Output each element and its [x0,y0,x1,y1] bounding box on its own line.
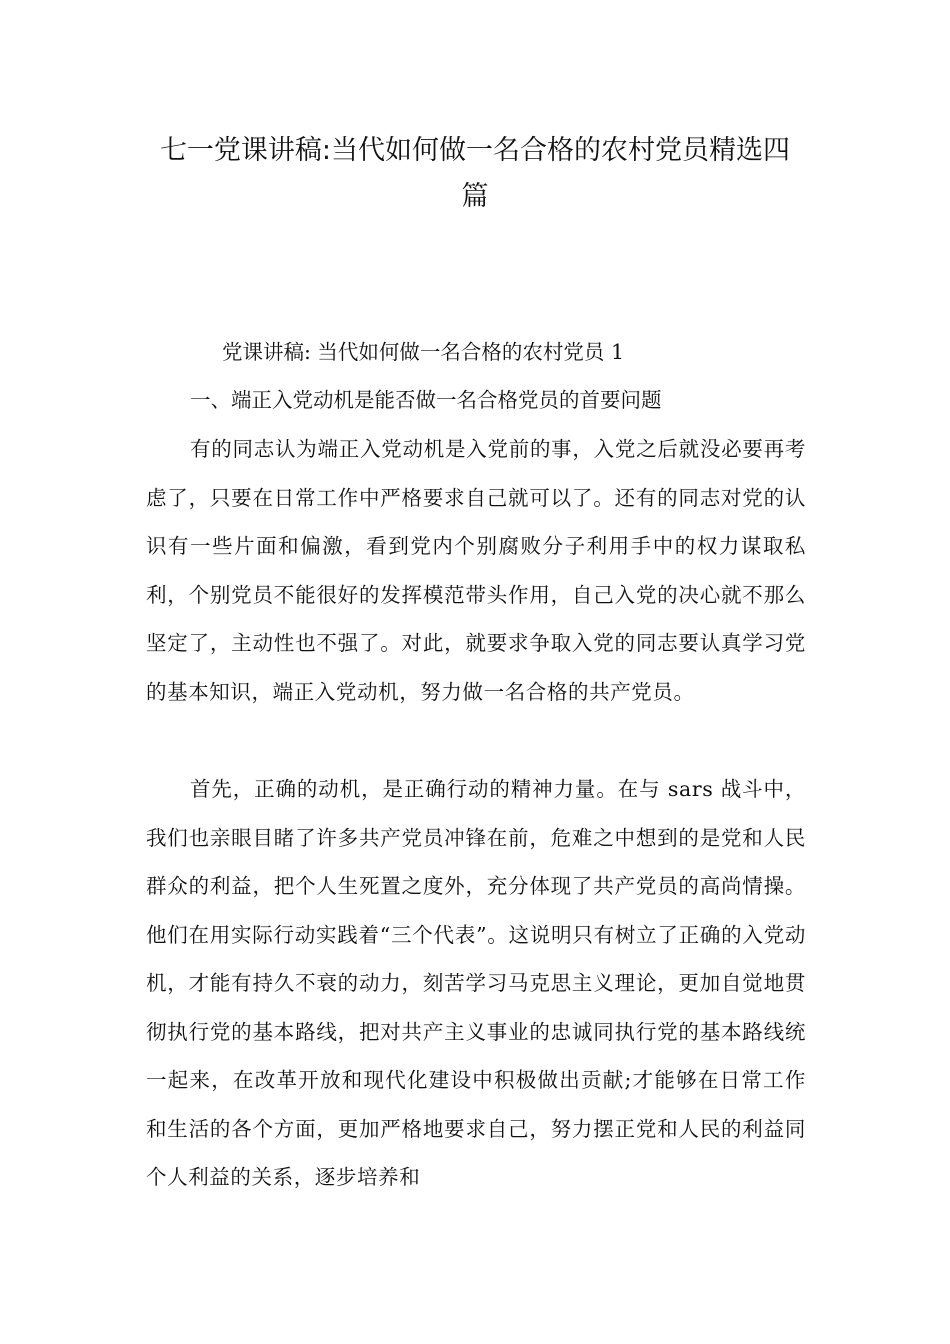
body-paragraph: 首先，正确的动机，是正确行动的精神力量。在与 sars 战斗中，我们也亲眼目睹了许多共产党员冲锋在前，危难之中想到的是党和人民群众的利益，把个人生死置之度外，充分体现了共产党员的高尚情操。他们在用实际行动实践着“三个代表”。这说明只有树立了正确的入党动机，才能有持久不衰的动力，刻苦学习马克思主义理论，更加自觉地贯彻执行党的基本路线，把对共产主义事业的忠诚同执行党的基本路线统一起来，在改革开放和现代化建设中积极做出贡献;才能够在日常工作和生活的各个方面，更加严格地要求自己，努力摆正党和人民的利益同个人利益的关系，逐步培养和 [146,777,806,1189]
body-paragraph: 有的同志认为端正入党动机是入党前的事，入党之后就没必要再考虑了，只要在日常工作中严格要求自己就可以了。还有的同志对党的认识有一些片面和偏激，看到党内个别腐败分子利用手中的权力谋取私利，个别党员不能很好的发挥模范带头作用，自己入党的决心就不那么坚定了，主动性也不强了。对此，就要求争取入党的同志要认真学习党的基本知识，端正入党动机，努力做一名合格的共产党员。 [146,437,806,704]
lecture-subtitle: 党课讲稿: 当代如何做一名合格的农村党员 1 [222,340,624,364]
document-title: 七一党课讲稿:当代如何做一名合格的农村党员精选四篇 [159,135,791,212]
section-heading: 一、端正入党动机是能否做一名合格党员的首要问题 [190,388,662,412]
